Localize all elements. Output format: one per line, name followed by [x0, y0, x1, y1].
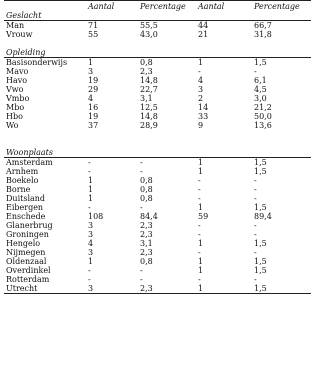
- cell-percentage-2: 21,2: [254, 103, 272, 112]
- cell-percentage-2: 4,5: [254, 85, 267, 94]
- cell-aantal-2: 1: [196, 284, 252, 294]
- cell-percentage-2: -: [254, 185, 257, 194]
- cell-aantal-2: -: [198, 67, 201, 76]
- cell-aantal-2: 21: [198, 30, 209, 39]
- cell-percentage-2: -: [254, 176, 257, 185]
- cell-aantal-2: -: [198, 248, 201, 257]
- table-row: [4, 94, 311, 103]
- cell-percentage-1: 12,5: [140, 103, 158, 112]
- cell-aantal-1: -: [88, 275, 91, 284]
- table-row: [4, 67, 311, 76]
- row-label: Oldenzaal: [6, 257, 47, 266]
- cell-aantal-2: 2: [198, 94, 204, 103]
- cell-percentage-2: 89,4: [254, 212, 272, 221]
- spacer-cell: [4, 139, 311, 148]
- cell-aantal-1: 1: [88, 58, 94, 67]
- row-label: Havo: [6, 76, 28, 85]
- cell-percentage-1: 14,8: [140, 76, 158, 85]
- cell-aantal-2: 1: [198, 158, 204, 167]
- section-title-woonplaats: Woonplaats: [4, 148, 311, 158]
- cell-percentage-1: 2,3: [140, 230, 153, 239]
- row-label: Nijmegen: [6, 248, 46, 257]
- cell-aantal-1: 71: [88, 21, 99, 30]
- cell-percentage-1: 2,3: [140, 221, 153, 230]
- cell-aantal-1: 3: [88, 221, 94, 230]
- row-label: Hengelo: [6, 239, 41, 248]
- header-blank: [4, 1, 86, 12]
- header-percentage-2: Percentage: [252, 1, 311, 12]
- cell-percentage-2: 1,5: [252, 284, 311, 294]
- cell-aantal-1: 29: [88, 85, 99, 94]
- section-row-woonplaats: [4, 148, 311, 158]
- cell-aantal-2: 3: [198, 85, 204, 94]
- cell-percentage-1: 0,8: [140, 58, 153, 67]
- cell-percentage-2: -: [254, 230, 257, 239]
- spacer-cell: [4, 130, 311, 139]
- cell-aantal-1: 3: [88, 248, 94, 257]
- cell-aantal-1: 16: [88, 103, 99, 112]
- cell-percentage-2: 3,0: [254, 94, 267, 103]
- cell-percentage-1: 2,3: [140, 248, 153, 257]
- table-row: [4, 284, 311, 294]
- section-title-opleiding: Opleiding: [4, 48, 311, 58]
- cell-aantal-1: 3: [88, 230, 94, 239]
- cell-percentage-1: 0,8: [140, 257, 153, 266]
- table-row: [4, 112, 311, 121]
- cell-percentage-2: 50,0: [254, 112, 272, 121]
- row-label: Glanerbrug: [6, 221, 53, 230]
- cell-percentage-1: 14,8: [140, 112, 158, 121]
- cell-aantal-1: 1: [88, 176, 94, 185]
- cell-aantal-1: 1: [88, 257, 94, 266]
- row-label: Eibergen: [6, 203, 44, 212]
- table-row: [4, 275, 311, 284]
- cell-aantal-2: -: [198, 176, 201, 185]
- cell-aantal-2: -: [198, 221, 201, 230]
- cell-aantal-1: -: [88, 158, 91, 167]
- table-row: [4, 167, 311, 176]
- row-label: Wo: [6, 121, 19, 130]
- table-row: [4, 85, 311, 94]
- cell-percentage-1: -: [140, 203, 143, 212]
- cell-aantal-1: 37: [88, 121, 99, 130]
- table-row: [4, 21, 311, 31]
- cell-aantal-1: 1: [88, 194, 94, 203]
- cell-percentage-2: -: [254, 248, 257, 257]
- header-row: [4, 1, 311, 12]
- cell-percentage-1: 0,8: [140, 185, 153, 194]
- cell-percentage-2: -: [254, 194, 257, 203]
- cell-percentage-1: 3,1: [140, 94, 153, 103]
- spacer-row: [4, 139, 311, 148]
- cell-aantal-2: 1: [198, 167, 204, 176]
- cell-aantal-1: 55: [88, 30, 99, 39]
- row-label: Borne: [6, 185, 31, 194]
- cell-aantal-1: 3: [86, 284, 138, 294]
- cell-aantal-1: 108: [88, 212, 104, 221]
- cell-percentage-1: -: [140, 275, 143, 284]
- cell-percentage-1: -: [140, 158, 143, 167]
- row-label: Man: [6, 21, 25, 30]
- cell-percentage-1: 28,9: [140, 121, 158, 130]
- table-row: [4, 212, 311, 221]
- row-label: Hbo: [6, 112, 23, 121]
- row-label: Rotterdam: [6, 275, 50, 284]
- row-label: Duitsland: [6, 194, 46, 203]
- cell-percentage-1: 55,5: [140, 21, 158, 30]
- cell-aantal-1: 19: [88, 76, 99, 85]
- table-row: [4, 230, 311, 239]
- section-row-opleiding: [4, 48, 311, 58]
- row-label: Vrouw: [6, 30, 33, 39]
- table-row: [4, 194, 311, 203]
- table-row: [4, 203, 311, 212]
- table-row: [4, 58, 311, 68]
- cell-aantal-2: 44: [198, 21, 209, 30]
- cell-aantal-1: 4: [88, 94, 94, 103]
- table-row: [4, 248, 311, 257]
- cell-percentage-1: -: [140, 266, 143, 275]
- cell-percentage-1: 43,0: [140, 30, 158, 39]
- cell-aantal-2: -: [198, 230, 201, 239]
- cell-percentage-2: 1,5: [254, 167, 267, 176]
- spacer-cell: [4, 39, 311, 48]
- cell-percentage-1: 2,3: [138, 284, 196, 294]
- row-label: Boekelo: [6, 176, 39, 185]
- cell-percentage-1: -: [140, 167, 143, 176]
- cell-aantal-2: 14: [198, 103, 209, 112]
- cell-aantal-2: -: [198, 194, 201, 203]
- row-label: Utrecht: [4, 284, 86, 294]
- cell-aantal-2: 1: [198, 266, 204, 275]
- section-row-geslacht: [4, 11, 311, 21]
- table-row: [4, 239, 311, 248]
- cell-percentage-1: 22,7: [140, 85, 158, 94]
- cell-aantal-1: -: [88, 266, 91, 275]
- cell-aantal-2: 59: [198, 212, 209, 221]
- row-label: Vmbo: [6, 94, 30, 103]
- cell-percentage-2: -: [254, 275, 257, 284]
- table-row: [4, 103, 311, 112]
- cell-percentage-2: 13,6: [254, 121, 272, 130]
- cell-percentage-2: 1,5: [254, 239, 267, 248]
- row-label: Arnhem: [6, 167, 39, 176]
- spacer-row: [4, 130, 311, 139]
- cell-aantal-1: 4: [88, 239, 94, 248]
- cell-aantal-2: 1: [198, 257, 204, 266]
- table-row: [4, 221, 311, 230]
- table-row: [4, 266, 311, 275]
- header-aantal-2: Aantal: [196, 1, 252, 12]
- table-row: [4, 158, 311, 168]
- header-aantal-1: Aantal: [86, 1, 138, 12]
- table-row: [4, 121, 311, 130]
- cell-percentage-1: 0,8: [140, 194, 153, 203]
- cell-aantal-1: 1: [88, 185, 94, 194]
- cell-aantal-2: 1: [198, 203, 204, 212]
- row-label: Mbo: [6, 103, 25, 112]
- cell-aantal-2: -: [198, 185, 201, 194]
- cell-percentage-2: -: [254, 67, 257, 76]
- demographics-table: [4, 0, 311, 294]
- row-label: Mavo: [6, 67, 29, 76]
- cell-aantal-2: 33: [198, 112, 209, 121]
- cell-aantal-2: 4: [198, 76, 204, 85]
- cell-percentage-1: 0,8: [140, 176, 153, 185]
- row-label: Groningen: [6, 230, 49, 239]
- cell-percentage-2: 1,5: [254, 257, 267, 266]
- cell-aantal-1: 19: [88, 112, 99, 121]
- row-label: Vwo: [6, 85, 24, 94]
- table-row: [4, 257, 311, 266]
- row-label: Overdinkel: [6, 266, 51, 275]
- cell-aantal-2: 9: [198, 121, 204, 130]
- cell-aantal-1: 3: [88, 67, 94, 76]
- cell-percentage-2: 1,5: [254, 58, 267, 67]
- cell-percentage-2: 1,5: [254, 266, 267, 275]
- cell-percentage-2: 66,7: [254, 21, 272, 30]
- cell-aantal-2: 1: [198, 239, 204, 248]
- cell-percentage-2: 6,1: [254, 76, 267, 85]
- cell-percentage-1: 2,3: [140, 67, 153, 76]
- cell-percentage-2: 1,5: [254, 203, 267, 212]
- cell-percentage-2: 1,5: [254, 158, 267, 167]
- cell-aantal-2: 1: [198, 58, 204, 67]
- row-label: Enschede: [6, 212, 46, 221]
- table-row: [4, 176, 311, 185]
- table-row: [4, 185, 311, 194]
- row-label: Basisonderwijs: [6, 58, 68, 67]
- cell-aantal-1: -: [88, 167, 91, 176]
- spacer-row: [4, 39, 311, 48]
- header-percentage-1: Percentage: [138, 1, 196, 12]
- section-title-geslacht: Geslacht: [4, 11, 311, 21]
- table-row: [4, 76, 311, 85]
- cell-percentage-2: -: [254, 221, 257, 230]
- cell-aantal-1: -: [88, 203, 91, 212]
- cell-percentage-2: 31,8: [254, 30, 272, 39]
- cell-percentage-1: 84,4: [140, 212, 158, 221]
- table-row: [4, 30, 311, 39]
- row-label: Amsterdam: [6, 158, 53, 167]
- cell-percentage-1: 3,1: [140, 239, 153, 248]
- cell-aantal-2: -: [198, 275, 201, 284]
